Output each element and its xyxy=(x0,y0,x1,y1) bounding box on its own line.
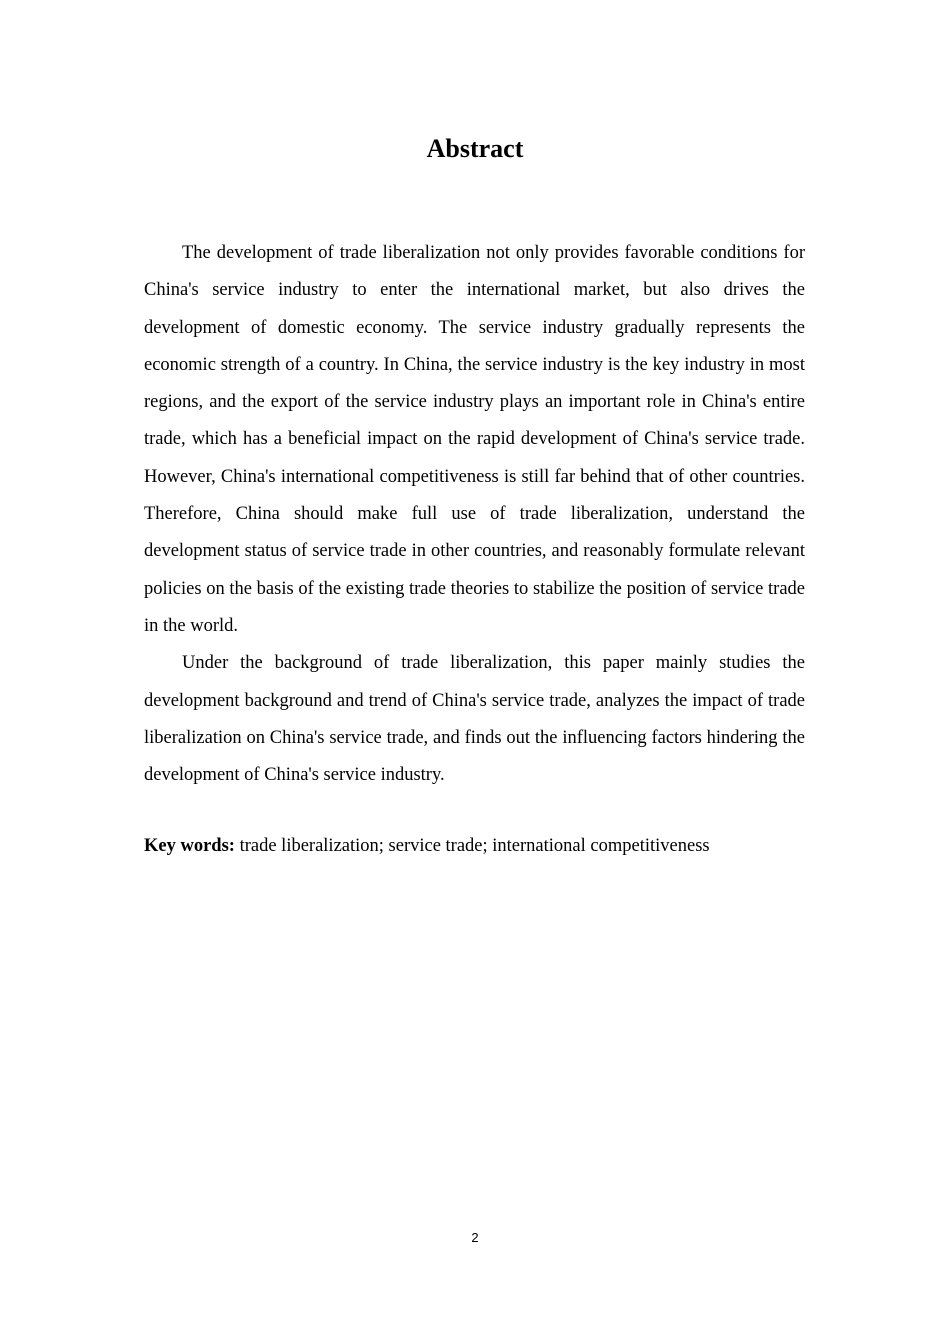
keywords-line xyxy=(144,829,805,863)
keywords-text: trade liberalization; service trade; international competitiveness xyxy=(234,836,710,856)
abstract-paragraph-1: The development of trade liberalization not only provides favorable conditions for China's service industry to enter the international market, but also drives the development of domestic economy. The service industry gradually represents the economic strength of a country. In China, the service industry is the key industry in most regions, and the export of the service industry plays an important role in China's entire trade, which has a beneficial impact on the rapid development of China's service trade. However, China's international competitiveness is still far behind that of other countries. Therefore, China should make full use of trade liberalization, understand the development status of service trade in other countries, and reasonably formulate relevant policies on the basis of the existing trade theories to stabilize the position of service trade in the world. xyxy=(144,243,805,636)
abstract-paragraph-2: Under the background of trade liberalization, this paper mainly studies the development background and trend of China's service trade, analyzes the impact of trade liberalization on China's service trade, and finds out the influencing factors hindering the development of China's service industry. xyxy=(144,653,805,786)
page-title: Abstract xyxy=(426,134,524,163)
page-number: 2 xyxy=(471,1230,479,1245)
abstract-body xyxy=(144,235,805,794)
keywords-label: Key words: xyxy=(144,836,235,856)
